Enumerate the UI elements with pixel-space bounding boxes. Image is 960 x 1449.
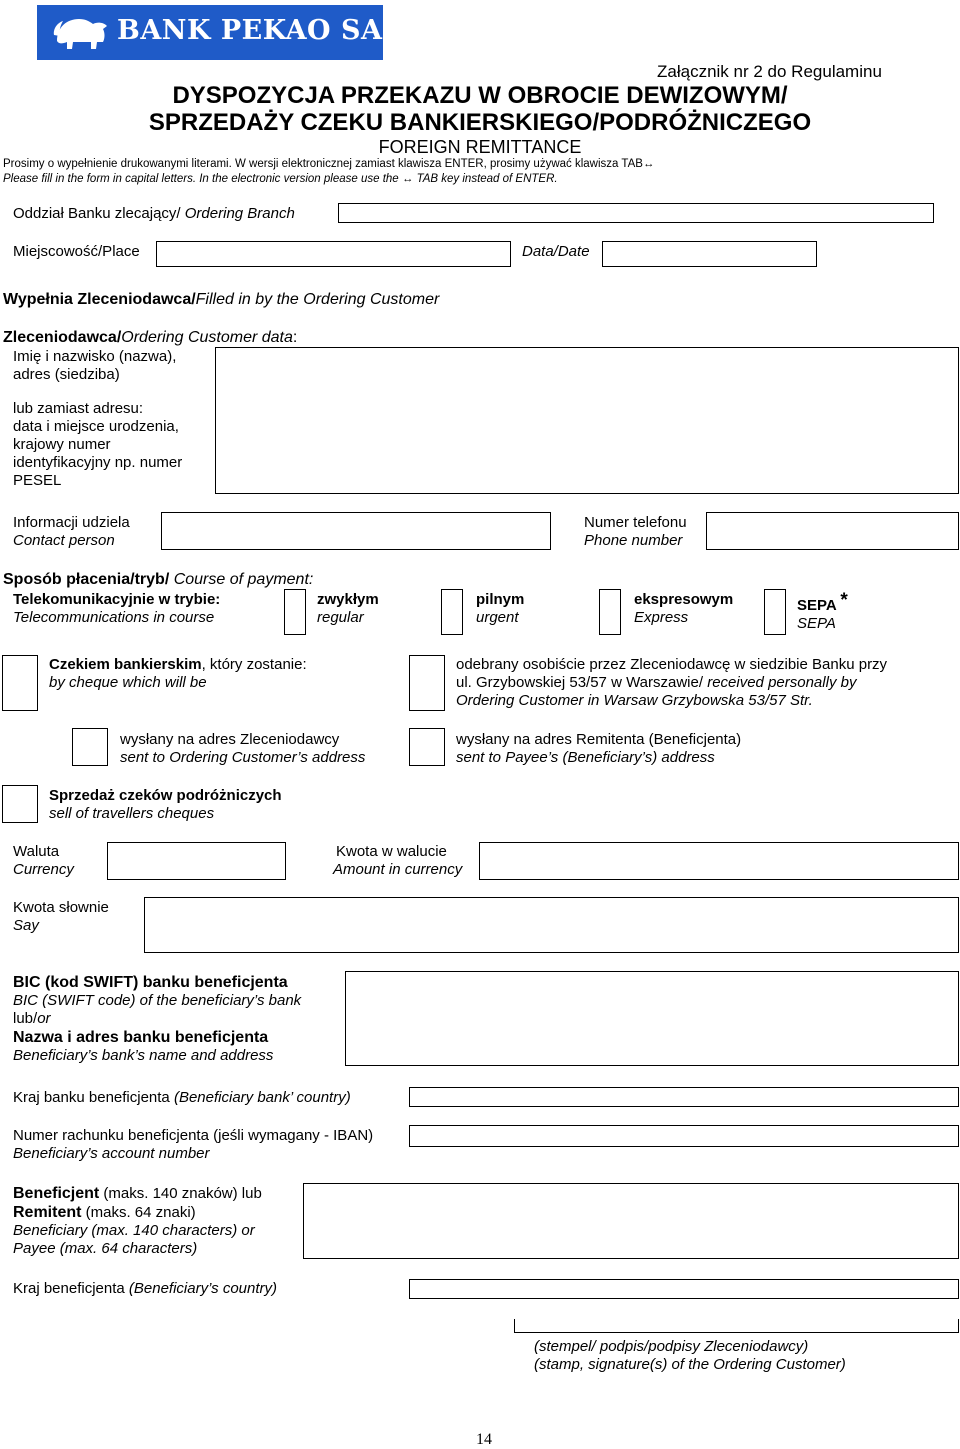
customer-heading: Zleceniodawca/Ordering Customer data: [3, 329, 298, 346]
signature-field[interactable] [514, 1319, 959, 1333]
instruction-en: Please fill in the form in capital letters. In the electronic version please use the ↔ TAB key instead of ENTER. [3, 173, 558, 185]
beneficiary-field[interactable] [303, 1183, 959, 1259]
bank-country-label: Kraj banku beneficjenta (Beneficiary bank’ country) [13, 1089, 351, 1106]
account-field[interactable] [409, 1125, 959, 1147]
currency-label: Waluta Currency [13, 843, 74, 878]
send-customer-checkbox[interactable] [72, 728, 108, 766]
bank-logo [37, 5, 383, 60]
date-label: Data/Date [522, 243, 590, 260]
bic-field[interactable] [345, 971, 959, 1066]
filled-by-label: Wypełnia Zleceniodawca/Filled in by the Ordering Customer [3, 291, 440, 308]
urgent-label: pilnym urgent [476, 591, 525, 626]
branch-label: Oddział Banku zlecający/ Ordering Branch [13, 205, 295, 222]
urgent-checkbox[interactable] [441, 589, 463, 635]
place-label: Miejscowość/Place [13, 243, 140, 260]
express-checkbox[interactable] [599, 589, 621, 635]
regular-label: zwykłym regular [317, 591, 379, 626]
beneficiary-label: Beneficjent (maks. 140 znaków) lub Remitent (maks. 64 znaki) Beneficiary (max. 140 characters) or Payee (max. 64 characters) [13, 1185, 262, 1257]
telecom-label: Telekomunikacyjnie w trybie: Telecommunications in course [13, 591, 221, 626]
phone-label: Numer telefonu Phone number [584, 514, 687, 549]
amount-label: Kwota w walucie Amount in currency [333, 843, 463, 878]
sepa-label: SEPA * SEPA [797, 590, 848, 632]
currency-field[interactable] [107, 842, 286, 880]
payment-heading: Sposób płacenia/tryb/ Course of payment: [3, 571, 314, 588]
cheque-checkbox[interactable] [2, 655, 38, 711]
page-title-line2: SPRZEDAŻY CZEKU BANKIERSKIEGO/PODRÓŻNICZEGO [148, 109, 812, 136]
sepa-checkbox[interactable] [764, 589, 786, 635]
bank-country-field[interactable] [409, 1087, 959, 1107]
travellers-label: Sprzedaż czeków podróżniczych sell of travellers cheques [49, 787, 282, 822]
page-number: 14 [476, 1431, 492, 1448]
send-payee-label: wysłany na adres Remitenta (Beneficjenta) sent to Payee’s (Beneficiary’s) address [456, 731, 742, 766]
branch-field[interactable] [338, 203, 934, 223]
cheque-collect-label: odebrany osobiście przez Zleceniodawcę w siedzibie Banku przy ul. Grzybowskiej 53/57 w Warszawie/ received personally by Ordering Customer in Warsaw Grzybowska 53/57 Str. [456, 656, 888, 709]
signature-caption: (stempel/ podpis/podpisy Zleceniodawcy) (stamp, signature(s) of the Ordering Customer) [534, 1338, 846, 1373]
contact-label: Informacji udziela Contact person [13, 514, 130, 549]
date-field[interactable] [602, 241, 817, 267]
cheque-collect-checkbox[interactable] [409, 655, 445, 711]
contact-field[interactable] [161, 512, 551, 550]
account-label: Numer rachunku beneficjenta (jeśli wymagany - IBAN) Beneficiary’s account number [13, 1127, 374, 1162]
bison-logo-icon [51, 11, 113, 55]
amount-field[interactable] [479, 842, 959, 880]
country-field[interactable] [409, 1279, 959, 1299]
bic-label: BIC (kod SWIFT) banku beneficjenta BIC (SWIFT code) of the beneficiary’s bank lub/or Nazwa i adres banku beneficjenta Beneficiary’s bank’s name and address [13, 974, 302, 1064]
phone-field[interactable] [706, 512, 959, 550]
country-label: Kraj beneficjenta (Beneficiary’s country) [13, 1280, 278, 1297]
page-subtitle: FOREIGN REMITTANCE [378, 137, 582, 157]
say-field[interactable] [144, 897, 959, 953]
customer-data-field[interactable] [215, 347, 959, 494]
page-title: DYSPOZYCJA PRZEKAZU W OBROCIE DEWIZOWYM/ [172, 82, 788, 109]
regular-checkbox[interactable] [284, 589, 306, 635]
send-payee-checkbox[interactable] [409, 728, 445, 766]
travellers-checkbox[interactable] [2, 785, 38, 823]
say-label: Kwota słownie Say [13, 899, 109, 934]
instruction-pl: Prosimy o wypełnienie drukowanymi literami. W wersji elektronicznej zamiast klawisza ENTER, prosimy używać klawisza TAB↔ [3, 158, 655, 170]
send-customer-label: wysłany na adres Zleceniodawcy sent to Ordering Customer’s address [120, 731, 366, 766]
customer-hint: Imię i nazwisko (nazwa), adres (siedziba) lub zamiast adresu: data i miejsce urodzenia, krajowy numer identyfikacyjny np. numer PESEL [13, 348, 183, 489]
logo-text: BANK PEKAO SA [117, 15, 383, 46]
place-field[interactable] [156, 241, 511, 267]
appendix-label: Załącznik nr 2 do Regulaminu [657, 62, 882, 81]
cheque-label: Czekiem bankierskim, który zostanie: by cheque which will be [49, 656, 307, 691]
express-label: ekspresowym Express [634, 591, 734, 626]
